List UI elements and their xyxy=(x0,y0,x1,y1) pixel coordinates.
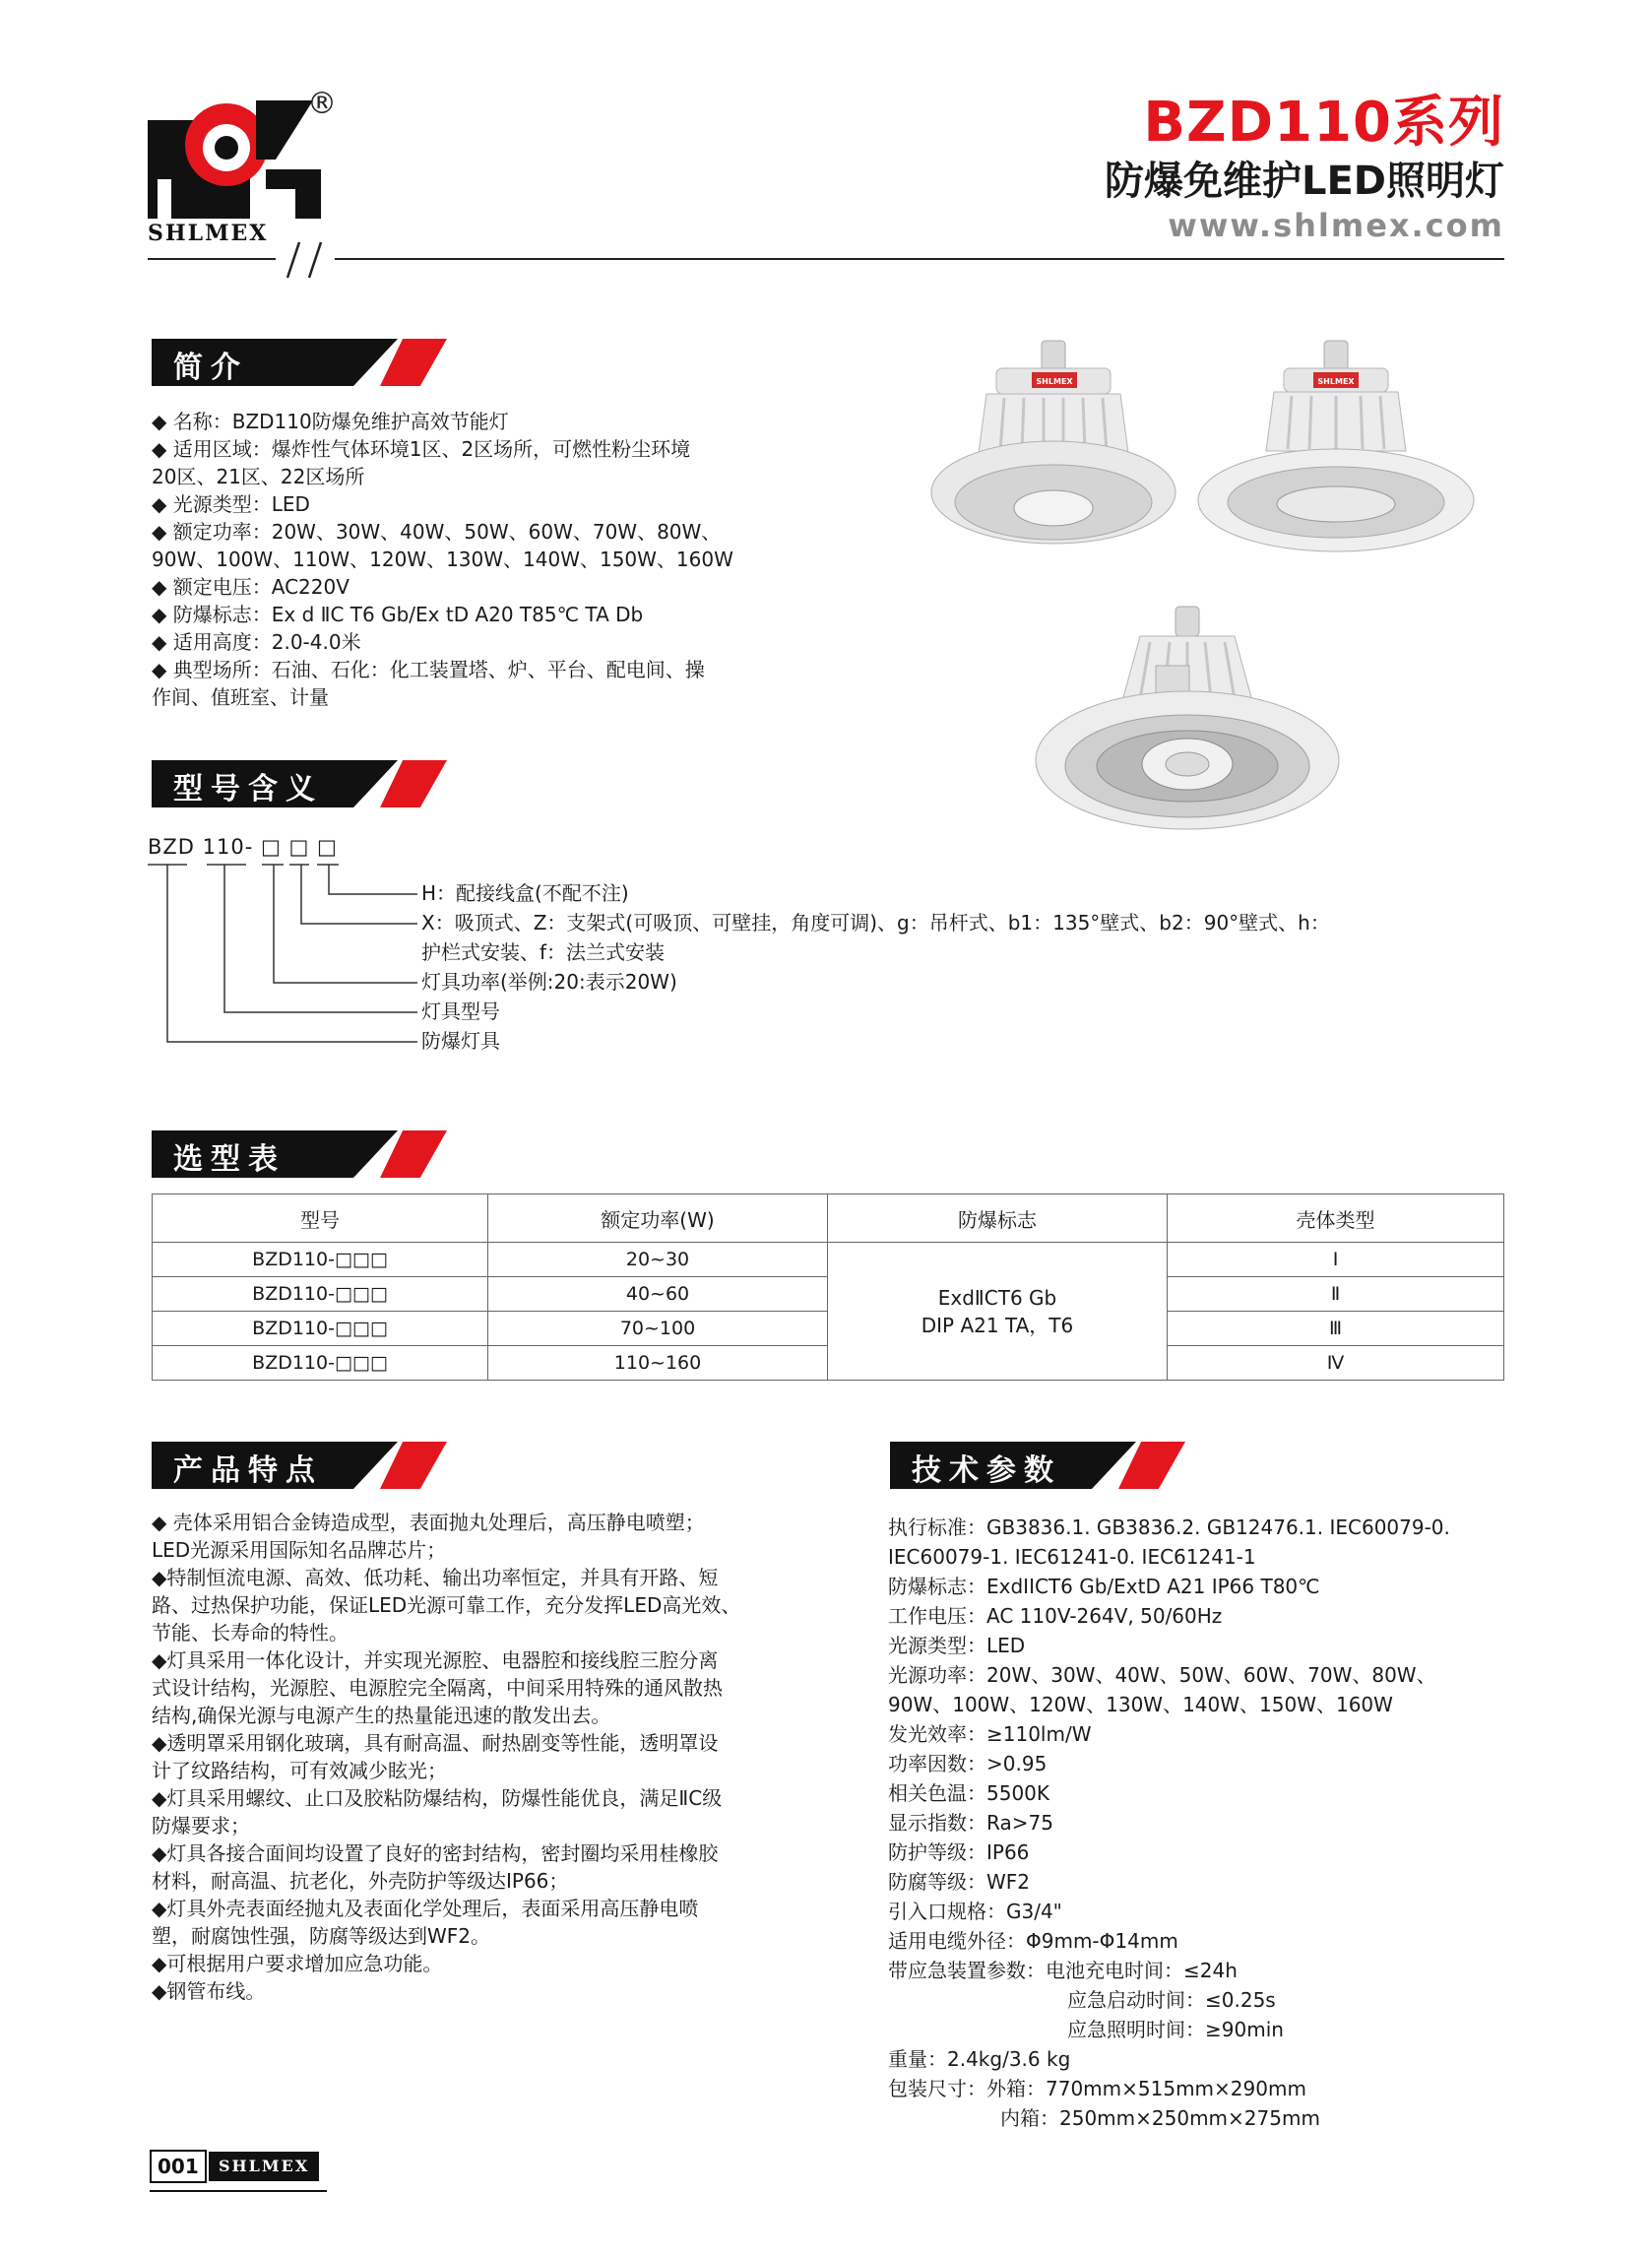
footer-brand: SHLMEX xyxy=(209,2152,319,2181)
product-image-2 xyxy=(1193,335,1479,571)
series-title: BZD110系列 xyxy=(1143,91,1504,155)
selection-section-title: 选型表 xyxy=(152,1130,447,1178)
param-line: 相关色温：5500K xyxy=(888,1781,1050,1805)
cell-shell: Ⅲ xyxy=(1168,1312,1504,1346)
product-image-1 xyxy=(925,335,1181,571)
meaning-item-mount: X：吸顶式、Z：支架式(可吸顶、可壁挂，角度可调)、g：吊杆式、b1：135°壁式、b2：90°壁式、h： xyxy=(421,911,1330,935)
list-item: 式设计结构，光源腔、电源腔完全隔离，中间采用特殊的通风散热 xyxy=(152,1676,723,1700)
list-item: 计了纹路结构，可有效减少眩光； xyxy=(152,1759,447,1782)
list-item: ◆灯具外壳表面经抛丸及表面化学处理后，表面采用高压静电喷 xyxy=(152,1897,699,1920)
param-line-emergency-start: 应急启动时间：≤0.25s xyxy=(1067,1988,1276,2012)
list-item: ◆ 名称：BZD110防爆免维护高效节能灯 xyxy=(152,410,509,433)
selection-table xyxy=(152,1193,1504,1381)
param-line: 工作电压：AC 110V-264V, 50/60Hz xyxy=(888,1604,1223,1628)
svg-text:SHLMEX: SHLMEX xyxy=(1036,377,1073,386)
registered-mark: ® xyxy=(307,87,337,121)
col-header-mark: 防爆标志 xyxy=(828,1194,1168,1243)
cell-shell: Ⅰ xyxy=(1168,1243,1504,1277)
list-item: 作间、值班室、计量 xyxy=(152,685,329,709)
list-item: ◆ 防爆标志：Ex d ⅡC T6 Gb/Ex tD A20 T85℃ TA Db xyxy=(152,603,644,626)
param-line-pack-outer: 包装尺寸：外箱：770mm×515mm×290mm xyxy=(888,2077,1306,2100)
list-item: ◆可根据用户要求增加应急功能。 xyxy=(152,1952,443,1975)
cell-power: 20~30 xyxy=(488,1243,828,1277)
cell-power: 40~60 xyxy=(488,1277,828,1312)
cell-shell: Ⅳ xyxy=(1168,1346,1504,1381)
list-item: ◆ 适用高度：2.0-4.0米 xyxy=(152,630,361,654)
meaning-item-power: 灯具功率(举例:20:表示20W) xyxy=(421,970,677,994)
product-image-3 xyxy=(1030,603,1345,849)
model-code: BZD 110- □ □ □ xyxy=(148,835,338,859)
param-line-weight: 重量：2.4kg/3.6 kg xyxy=(888,2047,1071,2071)
param-line: 光源功率：20W、30W、40W、50W、60W、70W、80W、 xyxy=(888,1663,1436,1687)
param-line-pack-inner: 内箱：250mm×250mm×275mm xyxy=(1000,2106,1320,2130)
slash-divider-icon xyxy=(278,240,333,280)
list-item: ◆ 壳体采用铝合金铸造成型，表面抛丸处理后，高压静电喷塑； xyxy=(152,1511,705,1534)
list-item: ◆灯具采用螺纹、止口及胶粘防爆结构，防爆性能优良，满足ⅡC级 xyxy=(152,1786,723,1810)
model-meaning-section-title: 型号含义 xyxy=(152,760,447,807)
param-line: 防爆标志：ExdIICT6 Gb/ExtD A21 IP66 T80℃ xyxy=(888,1575,1320,1598)
param-line: 执行标准：GB3836.1. GB3836.2. GB12476.1. IEC60079-0. xyxy=(888,1515,1450,1539)
list-item: LED光源采用国际知名品牌芯片； xyxy=(152,1538,447,1562)
logo-text: SHLMEX xyxy=(148,221,269,246)
list-item: 路、过热保护功能，保证LED光源可靠工作，充分发挥LED高光效、 xyxy=(152,1593,741,1617)
page-number: 001 xyxy=(150,2150,207,2183)
list-item: ◆灯具采用一体化设计，并实现光源腔、电器腔和接线腔三腔分离 xyxy=(152,1648,719,1672)
model-bracket-diagram xyxy=(148,853,443,1079)
list-item: 节能、长寿命的特性。 xyxy=(152,1621,349,1644)
intro-list xyxy=(152,408,733,711)
param-line: 光源类型：LED xyxy=(888,1634,1026,1657)
list-item: 塑，耐腐蚀性强，防腐等级达到WF2。 xyxy=(152,1924,491,1948)
list-item: 20区、21区、22区场所 xyxy=(152,465,365,488)
param-line-emergency-light: 应急照明时间：≥90min xyxy=(1067,2018,1284,2041)
header-rule xyxy=(335,258,1504,260)
svg-text:SHLMEX: SHLMEX xyxy=(1317,377,1355,386)
col-header-model: 型号 xyxy=(153,1194,488,1243)
list-item: ◆ 额定功率：20W、30W、40W、50W、60W、70W、80W、 xyxy=(152,520,722,544)
param-line: 防腐等级：WF2 xyxy=(888,1870,1031,1894)
cell-model: BZD110-□□□ xyxy=(153,1312,488,1346)
meaning-item-h: H：配接线盒(不配不注) xyxy=(421,881,629,905)
meaning-item-mount-cont: 护栏式安装、f：法兰式安装 xyxy=(421,940,666,964)
cell-power: 70~100 xyxy=(488,1312,828,1346)
param-line: 90W、100W、120W、130W、140W、150W、160W xyxy=(888,1693,1393,1716)
param-line: 防护等级：IP66 xyxy=(888,1840,1030,1864)
list-item: ◆ 典型场所：石油、石化：化工装置塔、炉、平台、配电间、操 xyxy=(152,658,705,681)
website-link[interactable]: www.shlmex.com xyxy=(1168,207,1504,244)
features-list xyxy=(152,1509,740,2005)
cell-power: 110~160 xyxy=(488,1346,828,1381)
list-item: ◆ 光源类型：LED xyxy=(152,492,310,516)
param-line: 引入口规格：G3/4" xyxy=(888,1900,1062,1923)
list-item: ◆特制恒流电源、高效、低功耗、输出功率恒定，并具有开路、短 xyxy=(152,1566,719,1589)
footer-rule xyxy=(150,2190,327,2192)
col-header-shell: 壳体类型 xyxy=(1168,1194,1504,1243)
list-item: ◆ 额定电压：AC220V xyxy=(152,575,349,599)
param-line: 功率因数：>0.95 xyxy=(888,1752,1048,1775)
meaning-item-explosion: 防爆灯具 xyxy=(421,1029,500,1053)
list-item: ◆灯具各接合面间均设置了良好的密封结构，密封圈均采用桂橡胶 xyxy=(152,1841,719,1865)
cell-shell: Ⅱ xyxy=(1168,1277,1504,1312)
list-item: ◆透明罩采用钢化玻璃，具有耐高温、耐热剧变等性能，透明罩设 xyxy=(152,1731,719,1755)
list-item: 90W、100W、110W、120W、130W、140W、150W、160W xyxy=(152,548,733,571)
cell-model: BZD110-□□□ xyxy=(153,1277,488,1312)
table-row xyxy=(153,1243,1504,1277)
header-rule-left xyxy=(148,258,276,260)
table-header-row xyxy=(153,1194,1504,1243)
intro-section-title: 简介 xyxy=(152,339,447,386)
list-item: 防爆要求； xyxy=(152,1814,250,1838)
features-section-title: 产品特点 xyxy=(152,1442,447,1489)
meaning-item-model: 灯具型号 xyxy=(421,1000,500,1023)
param-line: 适用电缆外径：Φ9mm-Φ14mm xyxy=(888,1929,1178,1953)
col-header-power: 额定功率(W) xyxy=(488,1194,828,1243)
param-line: 显示指数：Ra>75 xyxy=(888,1811,1053,1835)
list-item: ◆钢管布线。 xyxy=(152,1979,266,2003)
list-item: ◆ 适用区域：爆炸性气体环境1区、2区场所，可燃性粉尘环境 xyxy=(152,437,691,461)
product-title: 防爆免维护LED照明灯 xyxy=(1104,159,1504,204)
param-line: IEC60079-1. IEC61241-0. IEC61241-1 xyxy=(888,1545,1256,1569)
cell-explosion-mark: ExdⅡCT6 Gb DIP A21 TA，T6 xyxy=(828,1243,1168,1381)
cell-model: BZD110-□□□ xyxy=(153,1346,488,1381)
list-item: 结构,确保光源与电源产生的热量能迅速的散发出去。 xyxy=(152,1704,611,1727)
tech-section-title: 技术参数 xyxy=(890,1442,1185,1489)
cell-model: BZD110-□□□ xyxy=(153,1243,488,1277)
tech-params-list xyxy=(888,1513,1450,2133)
list-item: 材料，耐高温、抗老化，外壳防护等级达IP66； xyxy=(152,1869,569,1893)
param-line: 带应急装置参数：电池充电时间：≤24h xyxy=(888,1959,1238,1982)
param-line: 发光效率：≥110lm/W xyxy=(888,1722,1092,1746)
